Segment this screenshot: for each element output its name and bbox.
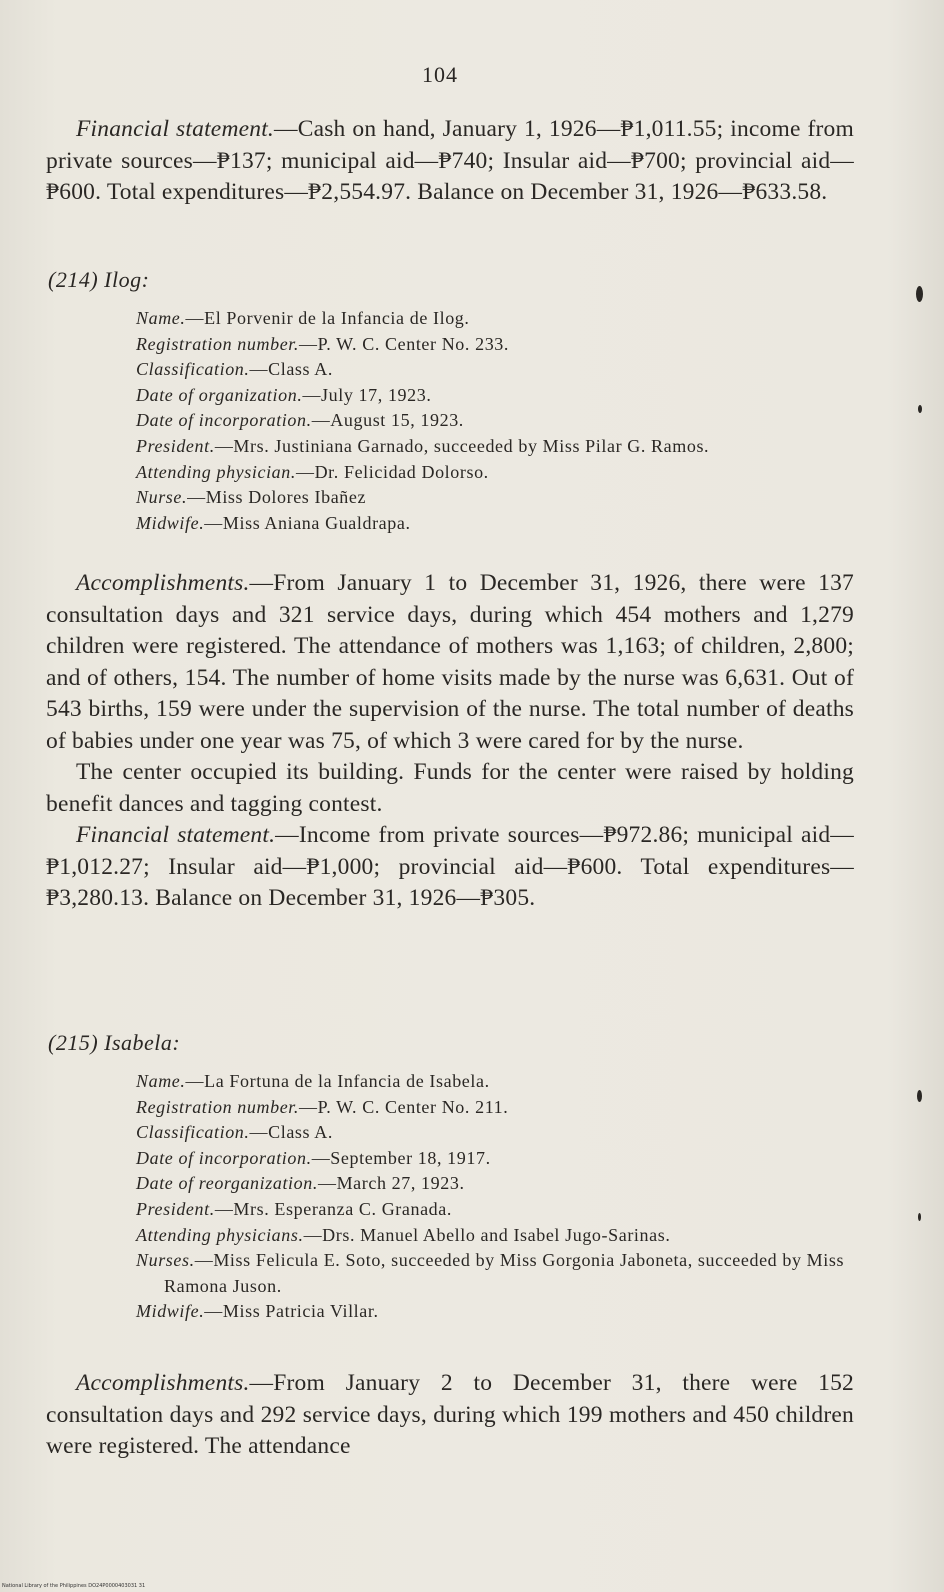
fact-line: Date of reorganization.—March 27, 1923. <box>136 1173 465 1194</box>
fact-line: Registration number.—P. W. C. Center No. 233. <box>136 333 510 354</box>
accomplishments-paragraph: Accomplishments.—From January 2 to December 31, there were 152 consultation days and 292 service days, during which 199 mothers and 450 children were registered. The attendance <box>46 1370 854 1459</box>
ilog-facts <box>136 306 852 536</box>
ink-speck <box>918 405 922 413</box>
section-number: (215) <box>48 1030 99 1055</box>
paragraph-body: —Cash on hand, January 1, 1926—₱1,011.55; income from private sources—₱137; municipal aid—₱740; Insular aid—₱700; provincial aid—₱600. Total expenditures—₱2,554.97. Balance on December 31, 1926—₱633.58. <box>46 116 854 205</box>
ilog-body <box>46 568 854 915</box>
fact-line: Name.—La Fortuna de la Infancia de Isabela. <box>136 1071 490 1091</box>
financial-statement-paragraph <box>46 114 854 209</box>
building-paragraph: The center occupied its building. Funds for the center were raised by holding benefit dances and tagging contest. <box>46 759 854 817</box>
fact-line: President.—Mrs. Justiniana Garnado, succeeded by Miss Pilar G. Ramos. <box>136 435 710 456</box>
fact-line: Nurse.—Miss Dolores Ibañez <box>136 487 367 508</box>
fact-line: Attending physicians.—Drs. Manuel Abello and Isabel Jugo-Sarinas. <box>136 1224 671 1245</box>
fact-line: Attending physician.—Dr. Felicidad Dolorso. <box>136 461 489 482</box>
fact-line: Date of incorporation.—September 18, 1917. <box>136 1147 491 1168</box>
ink-speck <box>917 1090 922 1102</box>
fact-line: Date of organization.—July 17, 1923. <box>136 384 432 405</box>
section-number: (214) <box>48 267 99 292</box>
fact-line: Midwife.—Miss Patricia Villar. <box>136 1301 379 1322</box>
fact-line: Classification.—Class A. <box>136 359 333 380</box>
ink-speck <box>918 1213 921 1221</box>
fact-line: Nurses.—Miss Felicula E. Soto, succeeded by Miss Gorgonia Jaboneta, succeeded by Miss Ramona Juson. <box>136 1250 845 1296</box>
section-place: Ilog: <box>104 267 150 292</box>
section-heading-ilog <box>48 267 149 293</box>
fact-line: Date of incorporation.—August 15, 1923. <box>136 410 464 431</box>
ink-speck <box>916 286 923 302</box>
fact-line: Classification.—Class A. <box>136 1122 333 1143</box>
archive-footer: National Library of the Philippines DO24P0000403031 31 <box>2 1583 146 1589</box>
financial-paragraph: Financial statement.—Income from private sources—₱972.86; municipal aid—₱1,012.27; Insular aid—₱1,000; provincial aid—₱600. Total expenditures—₱3,280.13. Balance on December 31, 1926—₱305. <box>46 822 855 911</box>
isabela-body <box>46 1368 854 1463</box>
section-heading-isabela <box>48 1030 180 1056</box>
accomplishments-paragraph: Accomplishments.—From January 1 to December 31, 1926, there were 137 consultation days and 321 service days, during which 454 mothers and 1,279 children were registered. The attendance of mothers was 1,163; of children, 2,800; and of others, 154. The number of home visits made by the nurse was 6,631. Out of 543 births, 159 were under the supervision of the nurse. The total number of deaths of babies under one year was 75, of which 3 were cared for by the nurse. <box>46 570 854 754</box>
paragraph-lead: Financial statement. <box>76 116 274 142</box>
section-place: Isabela: <box>104 1030 181 1055</box>
fact-line: President.—Mrs. Esperanza C. Granada. <box>136 1198 452 1219</box>
page-number: 104 <box>422 62 458 87</box>
fact-line: Registration number.—P. W. C. Center No. 211. <box>136 1096 509 1117</box>
fact-line: Midwife.—Miss Aniana Gualdrapa. <box>136 512 411 533</box>
fact-line: Name.—El Porvenir de la Infancia de Ilog. <box>136 308 470 328</box>
isabela-facts <box>136 1069 852 1325</box>
